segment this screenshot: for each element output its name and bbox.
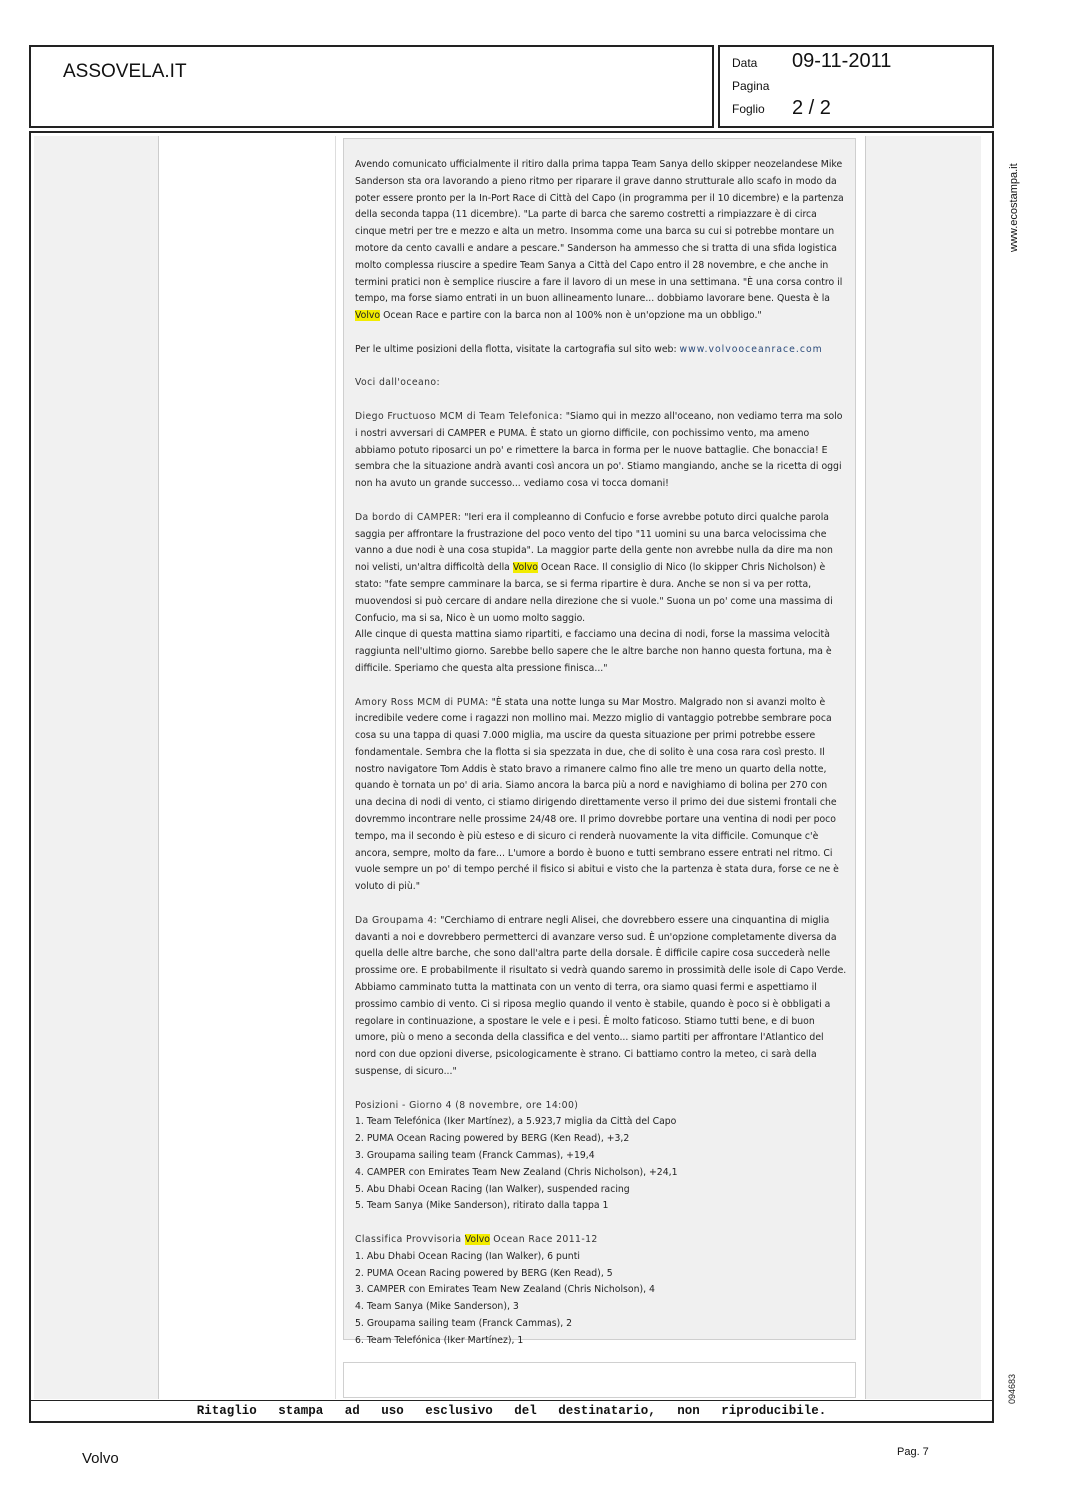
header-meta-box bbox=[718, 45, 994, 128]
ecostampa-url: www.ecostampa.it bbox=[1008, 163, 1020, 252]
data-label: Data bbox=[732, 56, 758, 70]
list-item: 5. Abu Dhabi Ocean Racing (Ian Walker), suspended racing bbox=[355, 1183, 630, 1195]
list-item: 1. Team Telefónica (Iker Martínez), a 5.923,7 miglia da Città del Capo bbox=[355, 1116, 677, 1128]
list-item: 5. Groupama sailing team (Franck Cammas), 2 bbox=[355, 1317, 573, 1329]
list-item: 4. CAMPER con Emirates Team New Zealand (Chris Nicholson), +24,1 bbox=[355, 1166, 678, 1178]
paragraph-groupama: Da Groupama 4: "Cerchiamo di entrare negli Alisei, che dovrebbero essere una cinquantina di miglia davanti a noi e dovrebbero permetterci di avanzare verso sud. È un'opzione completamente diversa da quella delle altre barche, che sono dall'altra parte della dorsale. È difficile capire cosa succederà nelle prossime ore. E probabilmente il risultato si vedrà quando saremo in prossimità delle isole di Capo Verde. Abbiamo camminato tutta la mattinata con un vento di terra, ora siamo quasi fermi e aspettiamo il prossimo cambio di vento. Ci si riposa meglio quando il vento è stabile, quando è poco si è obbligati a regolare in continuazione, a spostare le vele e i pesi. È molto faticoso. Stiamo tutti bene, e di buon umore, più o meno a seconda della classifica e del vento... siamo partiti per affrontare l'Atlantico del nord con due opzioni diverse, psicologicamente è strano. Ci battiamo contro la meteo, ci sarà della suspense, di sicuro..." bbox=[355, 914, 847, 1078]
list-item: 1. Abu Dhabi Ocean Racing (Ian Walker), 6 punti bbox=[355, 1250, 580, 1262]
clipping-code: 094683 bbox=[1007, 1373, 1017, 1404]
list-item: 6. Team Telefónica (Iker Martínez), 1 bbox=[355, 1334, 524, 1346]
section-voices: Voci dall'oceano: bbox=[355, 377, 441, 389]
article-panel bbox=[343, 138, 856, 1346]
list-item: 2. PUMA Ocean Racing powered by BERG (Ken Read), +3,2 bbox=[355, 1133, 630, 1145]
foglio-label: Foglio bbox=[732, 102, 765, 116]
website-link[interactable]: www.volvooceanrace.com bbox=[679, 343, 823, 355]
list-item: 5. Team Sanya (Mike Sanderson), ritirato dalla tappa 1 bbox=[355, 1200, 609, 1212]
standings-list bbox=[355, 1249, 847, 1350]
left-column bbox=[159, 136, 336, 1399]
publication-name: ASSOVELA.IT bbox=[63, 61, 187, 82]
paragraph-telefonica: Diego Fructuoso MCM di Team Telefonica: "Siamo qui in mezzo all'oceano, non vediamo terra ma solo i nostri avversari di CAMPER e PUMA. È stato un giorno difficile, con pochissimo vento, ma ameno abbiamo potuto riposarci un po' e rimettere la barca in forma per le nuove battaglie. Che bonaccia! E sembra che la situazione andrà avanti così ancora un po'. Stiamo mangiando, anche se la ricetta di oggi non ha avuto un grande successo... vediamo cosa vi tocca domani! bbox=[355, 410, 843, 490]
highlight-volvo: Volvo bbox=[355, 310, 381, 322]
positions-list bbox=[355, 1114, 847, 1215]
foglio-value: 2 / 2 bbox=[792, 97, 831, 119]
data-value: 09-11-2011 bbox=[792, 50, 892, 72]
paragraph-website: Per le ultime posizioni della flotta, visitate la cartografia sul sito web: www.volvooceanrace.com bbox=[355, 343, 823, 355]
copyright-notice: Ritaglio stampa ad uso esclusivo del destinatario, non riproducibile. bbox=[196, 1404, 827, 1418]
positions-title: Posizioni - Giorno 4 (8 novembre, ore 14:00) bbox=[355, 1099, 579, 1111]
pagina-label: Pagina bbox=[732, 79, 770, 93]
header-publication-box bbox=[29, 45, 714, 128]
highlight-volvo: Volvo bbox=[464, 1234, 490, 1245]
left-margin-panel bbox=[34, 136, 159, 1399]
page-number: Pag. 7 bbox=[897, 1446, 929, 1458]
paragraph-puma: Amory Ross MCM di PUMA: "È stata una notte lunga su Mar Mostro. Malgrado non si avanzi molto è incredibile vedere come i ragazzi non mollino mai. Mezzo miglio di vantaggio potrebbe sembrare poca cosa su una tappa di quasi 7.000 miglia, ma uscire da questa situazione per primi potrebbe essere fondamentale. Sembra che la flotta si sia spezzata in due, che di solito è una cosa rara così presto. Il nostro navigatore Tom Addis è stato bravo a rimanere calmo fino alle tre meno un quarto della notte, quando è tornata un po' di aria. Siamo ancora la barca più a nord e navighiamo di bolina per 270 con una decina di nodi di vento, ci stiamo dirigendo direttamente verso il primo dei due sistemi frontali che dovremmo incontrare nelle prossime 24/48 ore. Il primo dovrebbe portare una ventina di nodi per poco tempo, ma il secondo è più esteso e di sicuro ci renderà nuovamente la vita difficile. Comunque c'è ancora, sempre, molto da fare... L'umore a bordo è buono e tutti sembrano essere entrati nel ritmo. Ci vuole sempre un po' di tempo perché il fisico si abitui e visto che la partenza è stata dura, forse ce ne è voluto di più." bbox=[355, 696, 839, 893]
list-item: 3. Groupama sailing team (Franck Cammas), +19,4 bbox=[355, 1150, 595, 1162]
article-body bbox=[355, 157, 847, 1366]
empty-comment-box bbox=[343, 1362, 856, 1398]
paragraph-sanya: Avendo comunicato ufficialmente il ritiro dalla prima tappa Team Sanya dello skipper neozelandese Mike Sanderson sta ora lavorando a pieno ritmo per riparare il grave danno strutturale allo scafo in modo da poter essere pronto per la In-Port Race di Città del Capo (in programma per il 10 dicembre) e la partenza della seconda tappa (11 dicembre). "La parte di barca che saremo costretti a rimpiazzare è di circa cinque metri per tre e mezzo e alta un metro. Insomma come una barca su cui si potrebbe montare un motore da cento cavalli e andare a pescare." Sanderson ha ammesso che si tratta di una sfida logistica molto complessa riuscire a spedire Team Sanya a Città del Capo entro il 28 novembre, e che anche in termini pratici non è semplice riuscire a fare il lavoro di un mese in una settimana. "È una corsa contro il tempo, ma forse siamo entrati in un buon allineamento lunare... dobbiamo lavorare bene. Questa è la Volvo Ocean Race e partire con la barca non al 100% non è un'opzione ma un obbligo." bbox=[355, 159, 844, 322]
right-margin-panel bbox=[865, 136, 981, 1399]
standings-title: Classifica Provvisoria Volvo Ocean Race 2011-12 bbox=[355, 1234, 598, 1245]
highlight-volvo: Volvo bbox=[512, 562, 538, 574]
list-item: 2. PUMA Ocean Racing powered by BERG (Ken Read), 5 bbox=[355, 1267, 613, 1279]
list-item: 4. Team Sanya (Mike Sanderson), 3 bbox=[355, 1301, 519, 1313]
paragraph-camper: Da bordo di CAMPER: "Ieri era il compleanno di Confucio e forse avrebbe potuto dirci qualche parola saggia per affrontare la frustrazione del poco vento del tipo "11 uomini su una barca velocissima che vanno a due nodi è una cosa stupida". La maggior parte della gente non avrebbe nulla da dire ma non noi velisti, un'altra difficoltà della Volvo Ocean Race. Il consiglio di Nico (lo skipper Chris Nicholson) è stato: "fate sempre camminare la barca, se si ferma ripartire è dura. Anche se non si va per rotta, muovendosi si può cercare di andare nella direzione che si vuole." Suona un po' come una massima di Confucio, ma si sa, Nico è un uomo molto saggio. Alle cinque di questa mattina siamo ripartiti, e facciamo una decina di nodi, forse la massima velocità raggiunta nell'ultimo giorno. Sarebbe bello sapere che le altre barche non hanno questa fortuna, ma è difficile. Speriamo che questa alta pressione finisca..." bbox=[355, 511, 833, 674]
footer-brand: Volvo bbox=[82, 1450, 119, 1467]
list-item: 3. CAMPER con Emirates Team New Zealand (Chris Nicholson), 4 bbox=[355, 1284, 655, 1296]
